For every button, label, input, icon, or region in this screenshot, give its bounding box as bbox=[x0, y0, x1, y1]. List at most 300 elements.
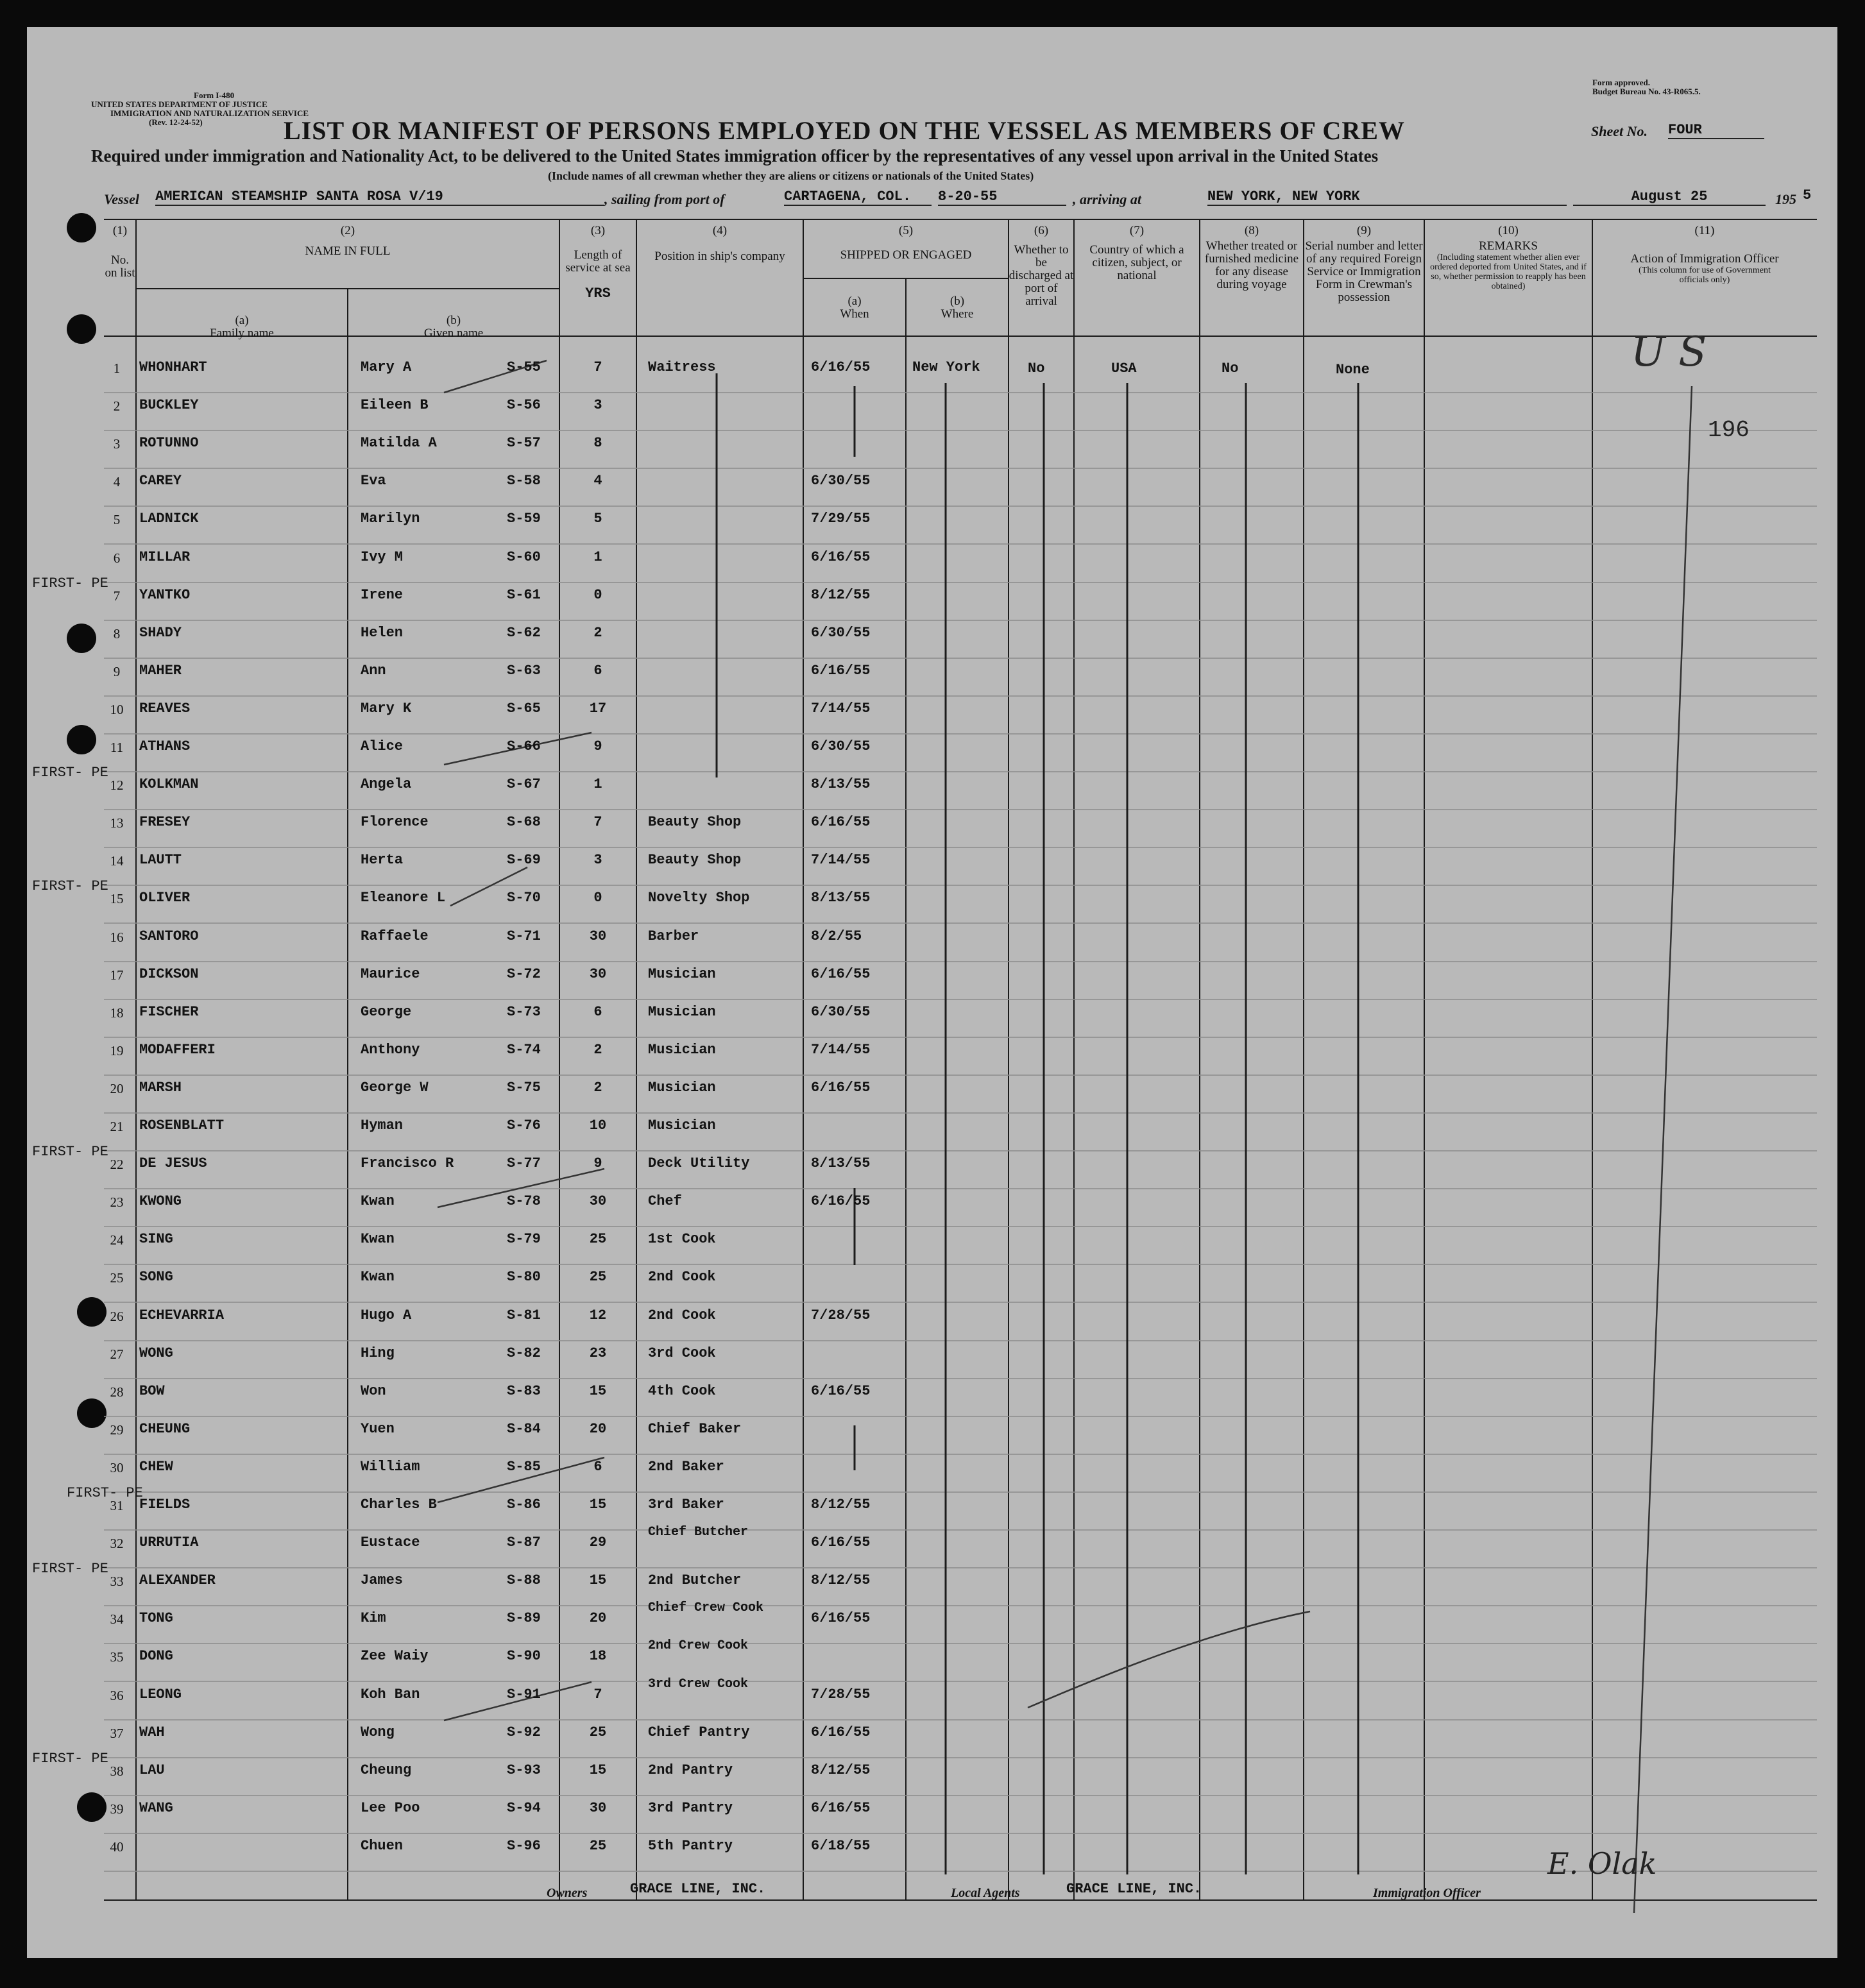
position: 2nd Butcher bbox=[648, 1572, 742, 1588]
arriving-label: , arriving at bbox=[1073, 191, 1141, 207]
service-years: 9 bbox=[593, 1155, 602, 1171]
position: Musician bbox=[648, 1080, 716, 1096]
family-name: REAVES bbox=[139, 701, 191, 717]
crew-code: S-92 bbox=[507, 1724, 541, 1740]
crew-code: S-94 bbox=[507, 1800, 541, 1816]
col-label: REMARKS bbox=[1479, 239, 1538, 253]
crew-code: S-55 bbox=[507, 359, 541, 375]
col-label: SHIPPED OR ENGAGED bbox=[840, 248, 972, 262]
position: Chef bbox=[648, 1193, 682, 1209]
col-label: Country of which a citizen, subject, or national bbox=[1089, 243, 1184, 282]
family-name: FIELDS bbox=[139, 1497, 191, 1513]
serial-value: None bbox=[1336, 362, 1370, 378]
position: Musician bbox=[648, 1004, 716, 1020]
family-name: LAUTT bbox=[139, 852, 182, 868]
shipped-when: 6/16/55 bbox=[811, 814, 871, 830]
row-number: 7 bbox=[113, 588, 121, 604]
crew-code: S-69 bbox=[507, 852, 541, 868]
col-label: Family name bbox=[210, 327, 274, 340]
owners-value: GRACE LINE, INC. bbox=[630, 1881, 766, 1897]
family-name: WAH bbox=[139, 1724, 165, 1740]
treated-value: No bbox=[1222, 361, 1239, 377]
year-prefix: 195 bbox=[1775, 191, 1796, 207]
given-name: Irene bbox=[361, 587, 404, 603]
service-years: 3 bbox=[593, 397, 602, 413]
row-number: 12 bbox=[110, 777, 124, 793]
given-name: George W bbox=[361, 1080, 429, 1096]
row-number: 18 bbox=[110, 1005, 124, 1021]
officer-signature: E. Olak bbox=[1547, 1846, 1657, 1881]
row-number: 9 bbox=[113, 664, 121, 679]
service-years: 1 bbox=[593, 549, 602, 565]
page-subtitle: Required under immigration and Nationality Act, to be delivered to the United States immigration officer by the representatives of any vessel upon arrival in the United States bbox=[91, 146, 1379, 166]
position: Chief Butcher bbox=[648, 1525, 749, 1540]
form-number: Form I-480 bbox=[194, 90, 235, 100]
col-label: Action of Immigration Officer bbox=[1630, 252, 1779, 266]
crew-code: S-82 bbox=[507, 1345, 541, 1361]
given-name: Hing bbox=[361, 1345, 395, 1361]
given-name: Wong bbox=[361, 1724, 395, 1740]
row-number: 26 bbox=[110, 1309, 124, 1324]
crew-code: S-58 bbox=[507, 473, 541, 489]
service-years: 25 bbox=[589, 1231, 607, 1247]
service-years: 23 bbox=[589, 1345, 607, 1361]
row-number: 10 bbox=[110, 702, 124, 717]
row-number: 33 bbox=[110, 1574, 124, 1589]
col-letter: (b) bbox=[950, 294, 965, 308]
service-years: 15 bbox=[589, 1497, 607, 1513]
col-label: Whether treated or furnished medicine for any disease during voyage bbox=[1204, 239, 1299, 291]
given-name: Herta bbox=[361, 852, 404, 868]
margin-note: FIRST- PE bbox=[32, 878, 108, 894]
family-name: SHADY bbox=[139, 625, 182, 641]
position: 2nd Baker bbox=[648, 1459, 724, 1475]
departure-port: CARTAGENA, COL. bbox=[784, 189, 932, 206]
position: Beauty Shop bbox=[648, 852, 742, 868]
family-name: CHEUNG bbox=[139, 1421, 191, 1437]
row-number: 15 bbox=[110, 891, 124, 906]
agents-label: Local Agents bbox=[951, 1886, 1020, 1900]
discharged-value: No bbox=[1028, 361, 1045, 377]
given-name: Cheung bbox=[361, 1762, 412, 1778]
crew-code: S-90 bbox=[507, 1648, 541, 1664]
family-name: LAU bbox=[139, 1762, 165, 1778]
col-number: (10) bbox=[1498, 224, 1519, 237]
service-years: 6 bbox=[593, 1004, 602, 1020]
position: Musician bbox=[648, 966, 716, 982]
col-header-given-name bbox=[348, 314, 559, 340]
col-label: Length of service at sea bbox=[565, 248, 631, 275]
crew-code: S-74 bbox=[507, 1042, 541, 1058]
shipped-when: 6/16/55 bbox=[811, 1193, 871, 1209]
given-name: Lee Poo bbox=[361, 1800, 420, 1816]
family-name: ROTUNNO bbox=[139, 435, 199, 451]
service-years: 18 bbox=[589, 1648, 607, 1664]
given-name: Florence bbox=[361, 814, 429, 830]
given-name: Charles B bbox=[361, 1497, 437, 1513]
margin-note: FIRST- PE bbox=[32, 575, 108, 591]
crew-code: S-78 bbox=[507, 1193, 541, 1209]
position: 1st Cook bbox=[648, 1231, 716, 1247]
vessel-label: Vessel bbox=[104, 191, 139, 207]
position: 4th Cook bbox=[648, 1383, 716, 1399]
service-years: 7 bbox=[593, 1686, 602, 1703]
position: Chief Baker bbox=[648, 1421, 742, 1437]
service-years: 5 bbox=[593, 511, 602, 527]
crew-code: S-88 bbox=[507, 1572, 541, 1588]
row-number: 20 bbox=[110, 1081, 124, 1096]
row-number: 1 bbox=[113, 361, 121, 376]
crew-code: S-93 bbox=[507, 1762, 541, 1778]
shipped-when: 7/28/55 bbox=[811, 1307, 871, 1323]
service-years: 30 bbox=[589, 1193, 607, 1209]
position: 3rd Cook bbox=[648, 1345, 716, 1361]
family-name: KOLKMAN bbox=[139, 776, 199, 792]
given-name: Mary K bbox=[361, 701, 412, 717]
sheet-number: FOUR bbox=[1668, 122, 1764, 139]
col-note: (This column for use of Government officials only) bbox=[1639, 266, 1771, 285]
shipped-when: 8/12/55 bbox=[811, 1572, 871, 1588]
family-name: OLIVER bbox=[139, 890, 191, 906]
col-label: Whether to be discharged at port of arrival bbox=[1009, 243, 1074, 308]
given-name: Ann bbox=[361, 663, 386, 679]
shipped-when: 8/13/55 bbox=[811, 776, 871, 792]
given-name: Kwan bbox=[361, 1231, 395, 1247]
family-name: WANG bbox=[139, 1800, 173, 1816]
col-label: When bbox=[840, 307, 869, 321]
crew-code: S-62 bbox=[507, 625, 541, 641]
crew-code: S-65 bbox=[507, 701, 541, 717]
col-number: (3) bbox=[590, 224, 606, 237]
sailing-label: , sailing from port of bbox=[604, 191, 725, 207]
crew-code: S-84 bbox=[507, 1421, 541, 1437]
shipped-when: 8/12/55 bbox=[811, 587, 871, 603]
service-years: 15 bbox=[589, 1383, 607, 1399]
service-name: IMMIGRATION AND NATURALIZATION SERVICE bbox=[110, 108, 309, 118]
row-number: 22 bbox=[110, 1157, 124, 1172]
given-name: Kwan bbox=[361, 1269, 395, 1285]
row-number: 16 bbox=[110, 930, 124, 945]
service-years: 6 bbox=[593, 1459, 602, 1475]
col-number: (8) bbox=[1244, 224, 1259, 237]
row-number: 17 bbox=[110, 967, 124, 983]
given-name: Eva bbox=[361, 473, 386, 489]
family-name: MODAFFERI bbox=[139, 1042, 216, 1058]
shipped-when: 8/13/55 bbox=[811, 890, 871, 906]
crew-code: S-80 bbox=[507, 1269, 541, 1285]
col-letter: (b) bbox=[446, 314, 461, 327]
col-number: (9) bbox=[1356, 224, 1372, 237]
given-name: Matilda A bbox=[361, 435, 437, 451]
family-name: MARSH bbox=[139, 1080, 182, 1096]
family-name: CHEW bbox=[139, 1459, 173, 1475]
col-header-serial bbox=[1304, 225, 1424, 304]
service-years: 0 bbox=[593, 587, 602, 603]
family-name: DE JESUS bbox=[139, 1155, 207, 1171]
shipped-when: 6/16/55 bbox=[811, 1383, 871, 1399]
given-name: Alice bbox=[361, 738, 404, 754]
given-name: Mary A bbox=[361, 359, 412, 375]
row-number: 23 bbox=[110, 1194, 124, 1210]
col-number: (4) bbox=[712, 224, 728, 237]
service-years: 6 bbox=[593, 663, 602, 679]
owners-label: Owners bbox=[547, 1886, 588, 1900]
departure-date: 8-20-55 bbox=[938, 189, 1066, 206]
col-label: Where bbox=[941, 307, 974, 321]
family-name: MAHER bbox=[139, 663, 182, 679]
col-letter: (a) bbox=[847, 294, 862, 308]
col-label: No. on list bbox=[105, 253, 135, 280]
given-name: Maurice bbox=[361, 966, 420, 982]
crew-code: S-57 bbox=[507, 435, 541, 451]
row-number: 38 bbox=[110, 1763, 124, 1779]
approval-line: Form approved. bbox=[1592, 78, 1651, 87]
service-years: 25 bbox=[589, 1838, 607, 1854]
family-name: ALEXANDER bbox=[139, 1572, 216, 1588]
position: Novelty Shop bbox=[648, 890, 750, 906]
given-name: Hugo A bbox=[361, 1307, 412, 1323]
position: Barber bbox=[648, 928, 699, 944]
row-number: 13 bbox=[110, 815, 124, 831]
service-years: 15 bbox=[589, 1572, 607, 1588]
service-years: 2 bbox=[593, 1042, 602, 1058]
crew-code: S-63 bbox=[507, 663, 541, 679]
service-years: 29 bbox=[589, 1534, 607, 1550]
col-label: Given name bbox=[423, 327, 484, 340]
col-header-no bbox=[104, 225, 136, 280]
manifest-sheet bbox=[27, 27, 1837, 1958]
row-number: 25 bbox=[110, 1270, 124, 1286]
given-name: Eleanore L bbox=[361, 890, 446, 906]
given-name: Hyman bbox=[361, 1117, 404, 1134]
family-name: TONG bbox=[139, 1610, 173, 1626]
given-name: Kim bbox=[361, 1610, 386, 1626]
family-name: MILLAR bbox=[139, 549, 191, 565]
col-header-discharged bbox=[1009, 225, 1074, 308]
col-header-when bbox=[803, 295, 906, 321]
family-name: DICKSON bbox=[139, 966, 199, 982]
family-name: YANTKO bbox=[139, 587, 191, 603]
position: 2nd Pantry bbox=[648, 1762, 733, 1778]
crew-code: S-85 bbox=[507, 1459, 541, 1475]
position: Musician bbox=[648, 1042, 716, 1058]
crew-code: S-75 bbox=[507, 1080, 541, 1096]
crew-code: S-71 bbox=[507, 928, 541, 944]
shipped-when: 7/14/55 bbox=[811, 852, 871, 868]
position: 2nd Cook bbox=[648, 1307, 716, 1323]
shipped-when: 6/30/55 bbox=[811, 1004, 871, 1020]
given-name: George bbox=[361, 1004, 412, 1020]
shipped-when: 6/16/55 bbox=[811, 1800, 871, 1816]
position: Waitress bbox=[648, 359, 716, 375]
service-years: 2 bbox=[593, 625, 602, 641]
row-number: 35 bbox=[110, 1649, 124, 1665]
crew-code: S-86 bbox=[507, 1497, 541, 1513]
row-number: 3 bbox=[113, 436, 121, 452]
row-number: 8 bbox=[113, 626, 121, 641]
shipped-when: 6/30/55 bbox=[811, 625, 871, 641]
row-number: 40 bbox=[110, 1839, 124, 1855]
shipped-when: 8/13/55 bbox=[811, 1155, 871, 1171]
service-years: 7 bbox=[593, 359, 602, 375]
crew-code: S-81 bbox=[507, 1307, 541, 1323]
crew-code: S-67 bbox=[507, 776, 541, 792]
family-name: WONG bbox=[139, 1345, 173, 1361]
given-name: Eileen B bbox=[361, 397, 429, 413]
crew-code: S-61 bbox=[507, 587, 541, 603]
given-name: Won bbox=[361, 1383, 386, 1399]
crew-code: S-68 bbox=[507, 814, 541, 830]
row-number: 24 bbox=[110, 1232, 124, 1248]
shipped-when: 6/16/55 bbox=[811, 359, 871, 375]
position: 2nd Crew Cook bbox=[648, 1638, 749, 1653]
given-name: Koh Ban bbox=[361, 1686, 420, 1703]
row-number: 27 bbox=[110, 1347, 124, 1362]
arrival-date: August 25 bbox=[1573, 189, 1766, 206]
shipped-when: 7/14/55 bbox=[811, 701, 871, 717]
shipped-when: 6/18/55 bbox=[811, 1838, 871, 1854]
service-years: 3 bbox=[593, 852, 602, 868]
family-name: WHONHART bbox=[139, 359, 207, 375]
service-years: 20 bbox=[589, 1610, 607, 1626]
position: 5th Pantry bbox=[648, 1838, 733, 1854]
margin-note: FIRST- PE bbox=[32, 1144, 108, 1160]
shipped-when: 8/12/55 bbox=[811, 1497, 871, 1513]
crew-code: S-70 bbox=[507, 890, 541, 906]
given-name: Kwan bbox=[361, 1193, 395, 1209]
col-header-where bbox=[906, 295, 1009, 321]
family-name: FISCHER bbox=[139, 1004, 199, 1020]
col-number: (6) bbox=[1034, 224, 1049, 237]
crew-code: S-72 bbox=[507, 966, 541, 982]
shipped-when: 6/16/55 bbox=[811, 1724, 871, 1740]
crew-code: S-59 bbox=[507, 511, 541, 527]
given-name: William bbox=[361, 1459, 420, 1475]
crew-code: S-89 bbox=[507, 1610, 541, 1626]
col-header-position bbox=[636, 225, 803, 263]
shipped-when: 7/14/55 bbox=[811, 1042, 871, 1058]
position: 3rd Baker bbox=[648, 1497, 724, 1513]
col-header-remarks bbox=[1424, 225, 1592, 291]
service-years: 8 bbox=[593, 435, 602, 451]
row-number: 4 bbox=[113, 474, 121, 489]
crew-code: S-77 bbox=[507, 1155, 541, 1171]
crew-code: S-66 bbox=[507, 738, 541, 754]
service-years: 9 bbox=[593, 738, 602, 754]
crew-code: S-73 bbox=[507, 1004, 541, 1020]
crew-code: S-56 bbox=[507, 397, 541, 413]
shipped-when: 6/16/55 bbox=[811, 966, 871, 982]
row-number: 5 bbox=[113, 512, 121, 527]
margin-note: FIRST- PE bbox=[32, 1751, 108, 1767]
crew-code: S-60 bbox=[507, 549, 541, 565]
form-revision: (Rev. 12-24-52) bbox=[149, 117, 203, 127]
family-name: DONG bbox=[139, 1648, 173, 1664]
row-number: 37 bbox=[110, 1726, 124, 1741]
given-name: Eustace bbox=[361, 1534, 420, 1550]
budget-bureau-line: Budget Bureau No. 43-R065.5. bbox=[1592, 87, 1701, 96]
service-years: 15 bbox=[589, 1762, 607, 1778]
col-number: (5) bbox=[898, 224, 914, 237]
family-name: BOW bbox=[139, 1383, 165, 1399]
position: Deck Utility bbox=[648, 1155, 750, 1171]
service-years: 25 bbox=[589, 1269, 607, 1285]
position: Chief Pantry bbox=[648, 1724, 750, 1740]
family-name: FRESEY bbox=[139, 814, 191, 830]
family-name: LEONG bbox=[139, 1686, 182, 1703]
row-number: 2 bbox=[113, 398, 121, 414]
family-name: CAREY bbox=[139, 473, 182, 489]
col-number: (1) bbox=[112, 224, 128, 237]
row-number: 14 bbox=[110, 853, 124, 869]
col-number: (11) bbox=[1694, 224, 1715, 237]
family-name: SANTORO bbox=[139, 928, 199, 944]
given-name: Zee Waiy bbox=[361, 1648, 429, 1664]
given-name: Marilyn bbox=[361, 511, 420, 527]
service-years: 20 bbox=[589, 1421, 607, 1437]
col-header-shipped bbox=[803, 225, 1009, 262]
family-name: ROSENBLATT bbox=[139, 1117, 225, 1134]
shipped-when: 7/28/55 bbox=[811, 1686, 871, 1703]
handwritten-us-mark: U S bbox=[1631, 328, 1707, 376]
col-header-treated bbox=[1200, 225, 1304, 291]
given-name: Chuen bbox=[361, 1838, 404, 1854]
shipped-when: 6/30/55 bbox=[811, 473, 871, 489]
family-name: SING bbox=[139, 1231, 173, 1247]
shipped-when: 6/16/55 bbox=[811, 1534, 871, 1550]
crew-code: S-79 bbox=[507, 1231, 541, 1247]
margin-note: FIRST- PE bbox=[32, 1561, 108, 1577]
department-name: UNITED STATES DEPARTMENT OF JUSTICE bbox=[91, 99, 268, 109]
margin-note: FIRST- PE bbox=[32, 765, 108, 781]
arrival-port: NEW YORK, NEW YORK bbox=[1207, 189, 1567, 206]
shipped-when: 8/12/55 bbox=[811, 1762, 871, 1778]
given-name: Ivy M bbox=[361, 549, 404, 565]
shipped-when: 6/16/55 bbox=[811, 549, 871, 565]
shipped-when: 6/16/55 bbox=[811, 1080, 871, 1096]
family-name: ATHANS bbox=[139, 738, 191, 754]
shipped-where: New York bbox=[912, 359, 980, 375]
service-years: 1 bbox=[593, 776, 602, 792]
family-name: ECHEVARRIA bbox=[139, 1307, 225, 1323]
service-years: 0 bbox=[593, 890, 602, 906]
row-number: 6 bbox=[113, 550, 121, 566]
given-name: Helen bbox=[361, 625, 404, 641]
col-number: (2) bbox=[340, 224, 355, 237]
row-number: 29 bbox=[110, 1422, 124, 1438]
family-name: BUCKLEY bbox=[139, 397, 199, 413]
row-number: 28 bbox=[110, 1384, 124, 1400]
col-header-family-name bbox=[136, 314, 348, 340]
shipped-when: 8/2/55 bbox=[811, 928, 862, 944]
service-years: 7 bbox=[593, 814, 602, 830]
col-header-action bbox=[1592, 225, 1817, 285]
service-years: 25 bbox=[589, 1724, 607, 1740]
family-name: LADNICK bbox=[139, 511, 199, 527]
country-value: USA bbox=[1111, 361, 1137, 377]
position: Chief Crew Cook bbox=[648, 1601, 764, 1615]
row-number: 39 bbox=[110, 1801, 124, 1817]
shipped-when: 6/30/55 bbox=[811, 738, 871, 754]
crew-code: S-87 bbox=[507, 1534, 541, 1550]
position: Musician bbox=[648, 1117, 716, 1134]
row-number: 11 bbox=[110, 740, 124, 755]
col-label: Position in ship's company bbox=[654, 250, 785, 263]
margin-note: FIRST- PE bbox=[67, 1485, 143, 1501]
given-name: Francisco R bbox=[361, 1155, 454, 1171]
row-number: 32 bbox=[110, 1536, 124, 1551]
pen-strokes bbox=[438, 361, 1692, 1913]
